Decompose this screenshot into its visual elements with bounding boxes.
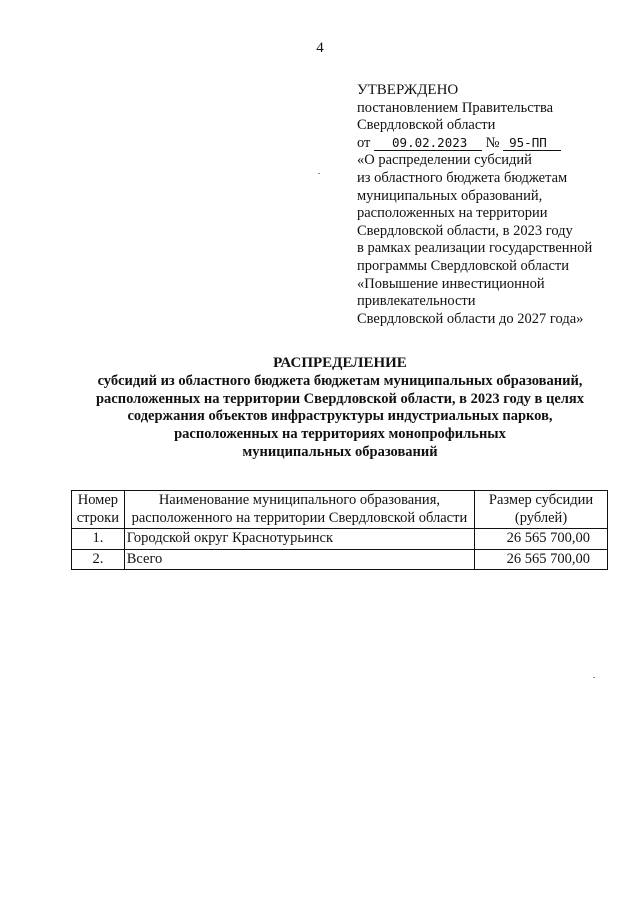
heading-line: муниципальных образований: [242, 443, 438, 460]
approval-title: УТВЕРЖДЕНО: [357, 82, 459, 98]
resolution-line: Свердловской области до 2027 года»: [357, 310, 584, 327]
row-number: 1.: [72, 529, 125, 550]
resolution-line: «Повышение инвестиционной: [357, 275, 545, 292]
approval-line: постановлением Правительства: [357, 99, 554, 116]
resolution-line: Свердловской области, в 2023 году: [357, 222, 573, 239]
row-amount: 26 565 700,00: [475, 549, 608, 570]
heading-line: расположенных на территории Свердловской области, в 2023 году в целях: [95, 390, 584, 407]
row-number: 2.: [72, 549, 125, 570]
table-header-row: [72, 491, 608, 529]
date-prefix: от: [357, 134, 371, 151]
number-field: 95-ПП: [503, 136, 561, 151]
resolution-line: программы Свердловской области: [357, 257, 570, 274]
row-amount: 26 565 700,00: [475, 529, 608, 550]
header-municipality: Наименование муниципального образования, расположенного на территории Свердловской области: [124, 491, 474, 529]
resolution-line: расположенных на территории: [357, 205, 548, 222]
resolution-line: «О распределении субсидий: [357, 152, 532, 169]
scan-speck: [318, 173, 320, 174]
number-prefix: №: [485, 134, 500, 151]
document-heading: [70, 355, 610, 462]
approval-line: Свердловской области: [357, 117, 496, 134]
resolution-line: из областного бюджета бюджетам: [357, 169, 568, 186]
scan-speck: [593, 677, 595, 678]
date-field: 09.02.2023: [374, 136, 482, 151]
table-row: [72, 549, 608, 570]
distribution-table: [71, 490, 608, 570]
heading-title: РАСПРЕДЕЛЕНИЕ: [273, 355, 407, 371]
resolution-line: муниципальных образований,: [357, 187, 543, 204]
header-row-number: Номер строки: [72, 491, 125, 529]
header-amount: Размер субсидии (рублей): [475, 491, 608, 529]
approval-block: [357, 82, 627, 328]
heading-line: расположенных на территориях монопрофильных: [174, 426, 506, 443]
page-number: 4: [316, 40, 324, 56]
approval-date-line: [357, 135, 627, 153]
resolution-line: в рамках реализации государственной: [357, 240, 593, 257]
resolution-line: привлекательности: [357, 293, 476, 310]
row-municipality: Городской округ Краснотурьинск: [124, 529, 474, 550]
table-row: [72, 529, 608, 550]
heading-line: субсидий из областного бюджета бюджетам муниципальных образований,: [97, 372, 583, 389]
row-municipality: Всего: [124, 549, 474, 570]
heading-line: содержания объектов инфраструктуры индустриальных парков,: [127, 408, 553, 425]
